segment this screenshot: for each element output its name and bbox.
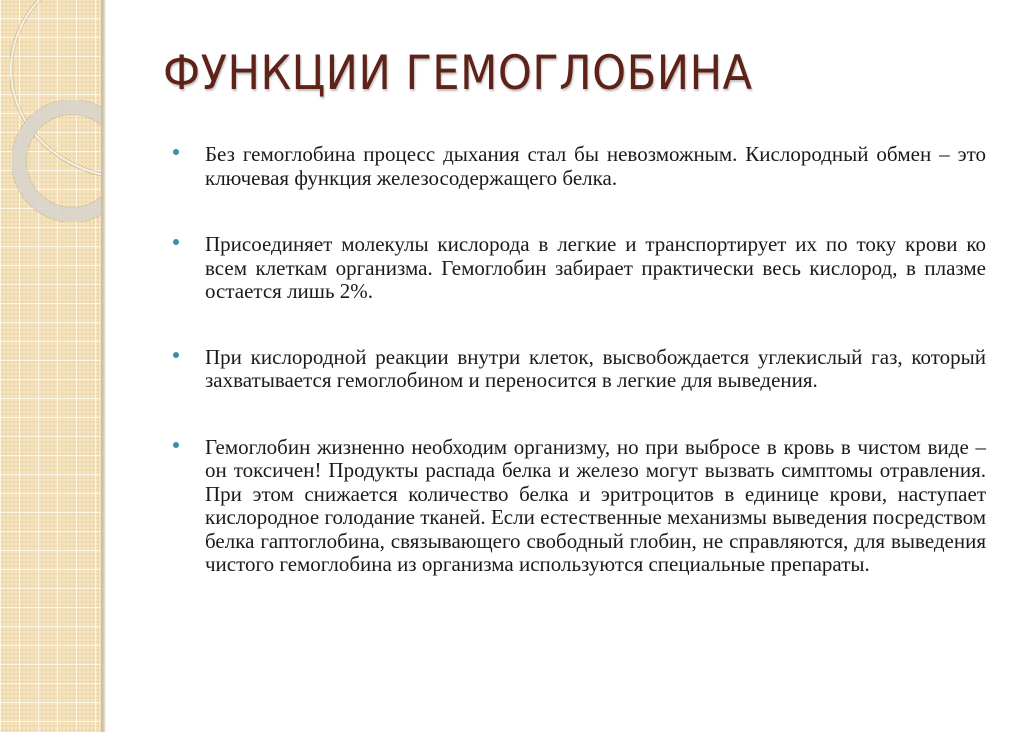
bullet-item — [170, 143, 986, 190]
bullet-dot-icon — [173, 239, 179, 245]
slide-title: ФУНКЦИИ ГЕМОГЛОБИНА — [163, 46, 753, 101]
bullet-text: Присоединяет молекулы кислорода в легкие и транспортирует их по току крови ко всем клеткам организма. Гемоглобин забирает практически весь кислород, в плазме остается лишь 2%. — [205, 232, 986, 303]
bullet-dot-icon — [173, 149, 179, 155]
bullet-dot-icon — [173, 442, 179, 448]
bullet-item — [170, 346, 986, 393]
bullet-item — [170, 436, 986, 577]
bullet-dot-icon — [173, 352, 179, 358]
bullet-list — [170, 143, 986, 577]
side-panel-edge — [101, 0, 106, 732]
bullet-item — [170, 233, 986, 304]
bullet-text: При кислородной реакции внутри клеток, высвобождается углекислый газ, который захватывается гемоглобином и переносится в легкие для выведения. — [205, 344, 986, 392]
bullet-text: Гемоглобин жизненно необходим организму, но при выбросе в кровь в чистом виде – он токсичен! Продукты распада белка и железо могут вызвать симптомы отравления. При этом снижается количество белка и эритроцитов в единице крови, наступает кислородное голодание тканей. Если естественные механизмы выведения посредством белка гаптоглобина, связывающего свободный глобин, не справляются, для выведения чистого гемоглобина из организма используются специальные препараты. — [205, 434, 986, 576]
decorative-ring-small — [12, 100, 132, 222]
bullet-text: Без гемоглобина процесс дыхания стал бы невозможным. Кислородный обмен – это ключевая функция железосодержащего белка. — [205, 142, 986, 190]
